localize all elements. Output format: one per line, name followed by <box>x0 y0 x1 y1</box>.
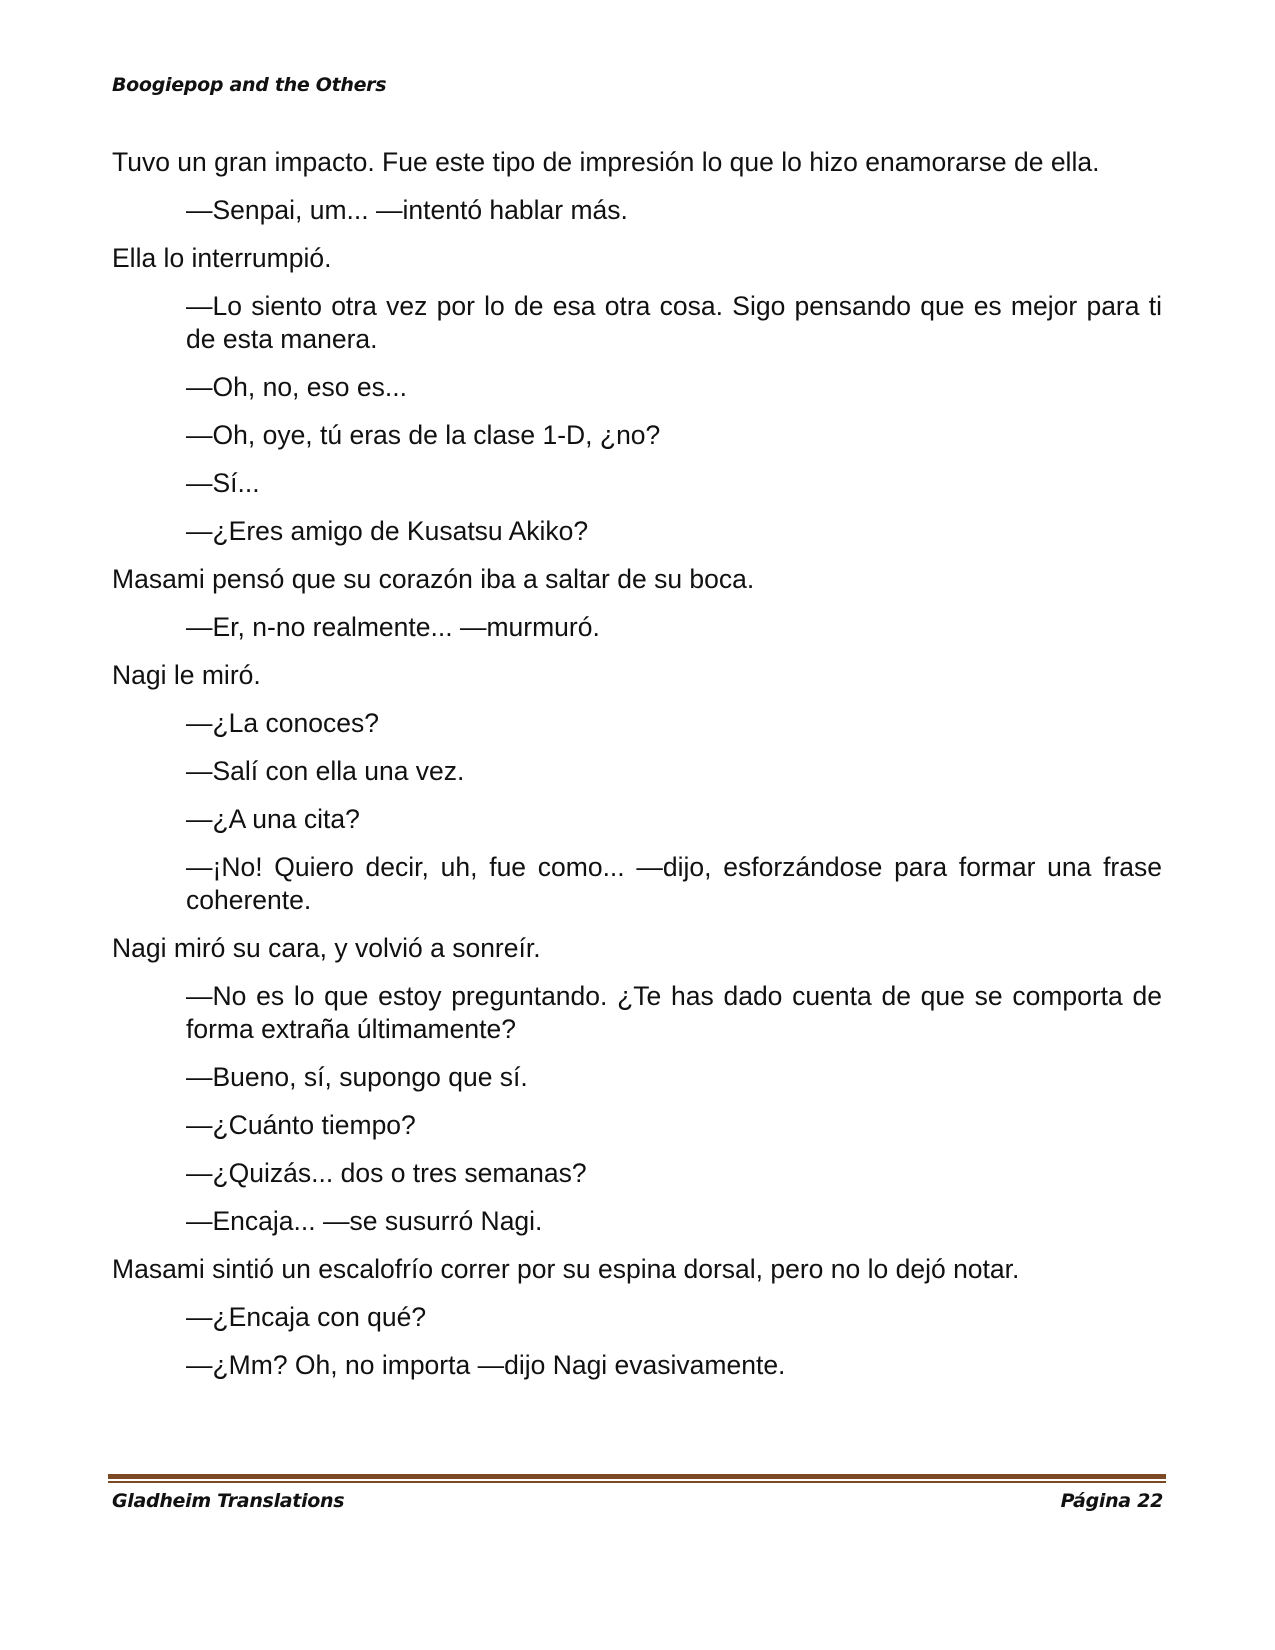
narration-paragraph: Ella lo interrumpió. <box>112 243 332 273</box>
dialogue-paragraph: —¿A una cita? <box>186 804 360 834</box>
narration-paragraph: Tuvo un gran impacto. Fue este tipo de impresión lo que lo hizo enamorarse de ella. <box>112 147 1100 177</box>
dialogue-paragraph: —Oh, no, eso es... <box>186 372 407 402</box>
footer-publisher: Gladheim Translations <box>112 1490 345 1512</box>
dialogue-paragraph: —Oh, oye, tú eras de la clase 1-D, ¿no? <box>186 420 661 450</box>
dialogue-paragraph: —¿Mm? Oh, no importa —dijo Nagi evasivamente. <box>186 1350 786 1380</box>
dialogue-paragraph: —¡No! Quiero decir, uh, fue como... —dijo, esforzándose para formar una frase coherente. <box>186 852 1162 915</box>
dialogue-paragraph: —Senpai, um... —intentó hablar más. <box>186 195 628 225</box>
dialogue-paragraph: —¿Eres amigo de Kusatsu Akiko? <box>186 516 589 546</box>
dialogue-paragraph: —No es lo que estoy preguntando. ¿Te has dado cuenta de que se comporta de forma extraña últimamente? <box>186 981 1162 1044</box>
dialogue-paragraph: —¿La conoces? <box>186 708 379 738</box>
dialogue-paragraph: —Salí con ella una vez. <box>186 756 465 786</box>
dialogue-paragraph: —¿Quizás... dos o tres semanas? <box>186 1158 587 1188</box>
footer-page-number: Página 22 <box>1060 1490 1163 1512</box>
dialogue-paragraph: —Er, n-no realmente... —murmuró. <box>186 612 600 642</box>
narration-paragraph: Nagi le miró. <box>112 660 261 690</box>
dialogue-paragraph: —¿Encaja con qué? <box>186 1302 427 1332</box>
dialogue-paragraph: —Encaja... —se susurró Nagi. <box>186 1206 543 1236</box>
footer-rule-thin <box>108 1481 1166 1483</box>
dialogue-paragraph: —Bueno, sí, supongo que sí. <box>186 1062 528 1092</box>
footer-rule <box>108 1474 1166 1479</box>
dialogue-paragraph: —Lo siento otra vez por lo de esa otra cosa. Sigo pensando que es mejor para ti de esta manera. <box>186 291 1162 354</box>
narration-paragraph: Masami sintió un escalofrío correr por su espina dorsal, pero no lo dejó notar. <box>112 1254 1020 1284</box>
header-title: Boogiepop and the Others <box>112 74 387 96</box>
narration-paragraph: Nagi miró su cara, y volvió a sonreír. <box>112 933 541 963</box>
dialogue-paragraph: —Sí... <box>186 468 260 498</box>
dialogue-paragraph: —¿Cuánto tiempo? <box>186 1110 416 1140</box>
document-body <box>112 146 1162 1397</box>
narration-paragraph: Masami pensó que su corazón iba a saltar de su boca. <box>112 564 755 594</box>
